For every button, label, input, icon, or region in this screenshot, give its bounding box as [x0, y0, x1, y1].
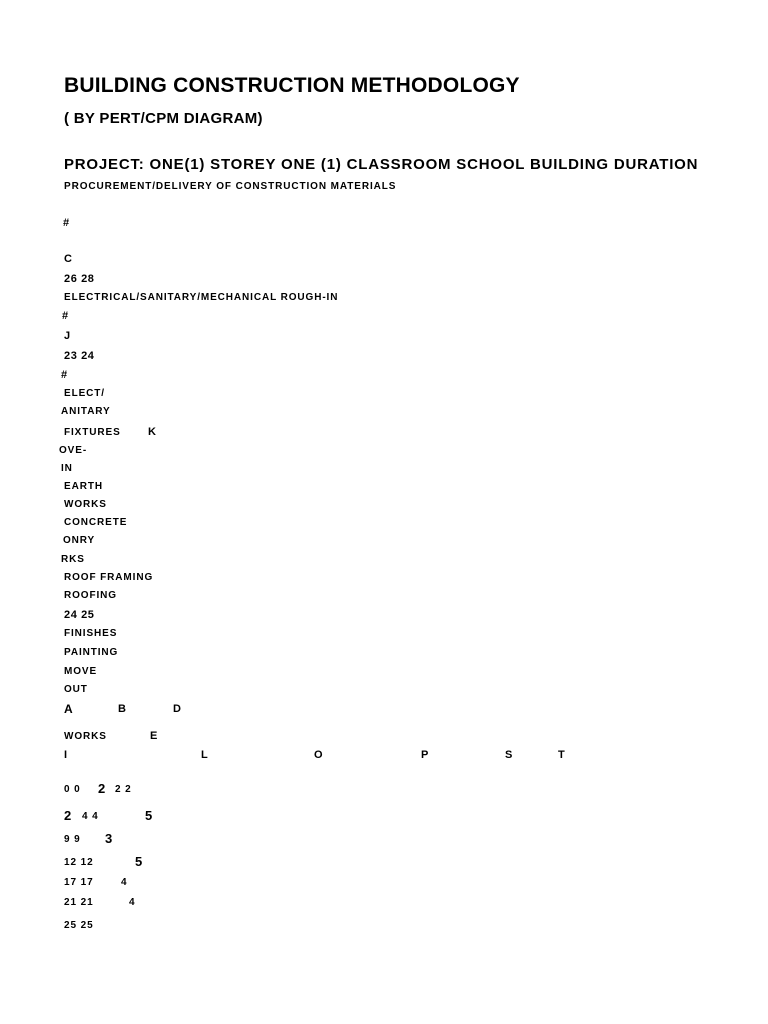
duration-label: 4: [129, 897, 136, 908]
time-label: 26 28: [64, 273, 95, 285]
activity-label: ANITARY: [61, 406, 111, 417]
time-label: 21 21: [64, 897, 94, 908]
node-o: O: [314, 749, 324, 761]
time-label: 23 24: [64, 350, 95, 362]
activity-label: FINISHES: [64, 628, 118, 639]
project-line: PROJECT: ONE(1) STOREY ONE (1) CLASSROOM SCHOOL BUILDING DURATION: [64, 157, 698, 173]
time-label: 4 4: [82, 811, 99, 822]
node-s: S: [505, 749, 513, 761]
electrical-roughin-label: ELECTRICAL/SANITARY/MECHANICAL ROUGH-IN: [64, 292, 339, 303]
activity-label: WORKS: [64, 499, 107, 510]
node-k: K: [148, 426, 157, 438]
activity-label: PAINTING: [64, 647, 119, 658]
node-c: C: [64, 253, 73, 265]
node-t: T: [558, 749, 566, 761]
time-label: 2 2: [115, 784, 132, 795]
activity-label: ELECT/: [64, 388, 105, 399]
time-label: 25 25: [64, 920, 94, 931]
node-d: D: [173, 703, 182, 715]
time-label: 12 12: [64, 857, 94, 868]
time-label: 17 17: [64, 877, 94, 888]
duration-label: 5: [135, 854, 143, 869]
duration-label: 4: [121, 877, 128, 888]
activity-label: ROOFING: [64, 590, 117, 601]
time-label: 0 0: [64, 784, 81, 795]
activity-label: MOVE: [64, 666, 98, 677]
activity-label: FIXTURES: [64, 427, 121, 438]
activity-label: CONCRETE: [64, 517, 128, 528]
node-a: A: [64, 702, 73, 716]
node-e: E: [150, 730, 158, 742]
hash-marker: #: [63, 217, 70, 229]
duration-label: 2: [98, 781, 106, 796]
node-b: B: [118, 703, 127, 715]
duration-label: 3: [105, 831, 113, 846]
duration-label: 2: [64, 808, 72, 823]
project-line-clip: [64, 157, 698, 177]
activity-label: ONRY: [63, 535, 96, 546]
node-j: J: [64, 330, 71, 342]
hash-marker: #: [62, 310, 69, 322]
activity-label: IN: [61, 463, 73, 474]
time-label: 9 9: [64, 834, 81, 845]
activity-label: OVE-: [59, 445, 88, 456]
activity-label: EARTH: [64, 481, 103, 492]
activity-label: OUT: [64, 684, 88, 695]
node-i: I: [64, 749, 68, 761]
document-subtitle: ( BY PERT/CPM DIAGRAM): [64, 110, 263, 127]
procurement-label: PROCUREMENT/DELIVERY OF CONSTRUCTION MATERIALS: [64, 181, 397, 192]
activity-label: RKS: [61, 554, 85, 565]
hash-marker: #: [61, 369, 68, 381]
node-p: P: [421, 749, 429, 761]
activity-label: ROOF FRAMING: [64, 572, 154, 583]
node-l: L: [201, 749, 209, 761]
duration-label: 5: [145, 808, 153, 823]
document-title: BUILDING CONSTRUCTION METHODOLOGY: [64, 74, 520, 97]
activity-label: WORKS: [64, 731, 107, 742]
time-label: 24 25: [64, 609, 95, 621]
